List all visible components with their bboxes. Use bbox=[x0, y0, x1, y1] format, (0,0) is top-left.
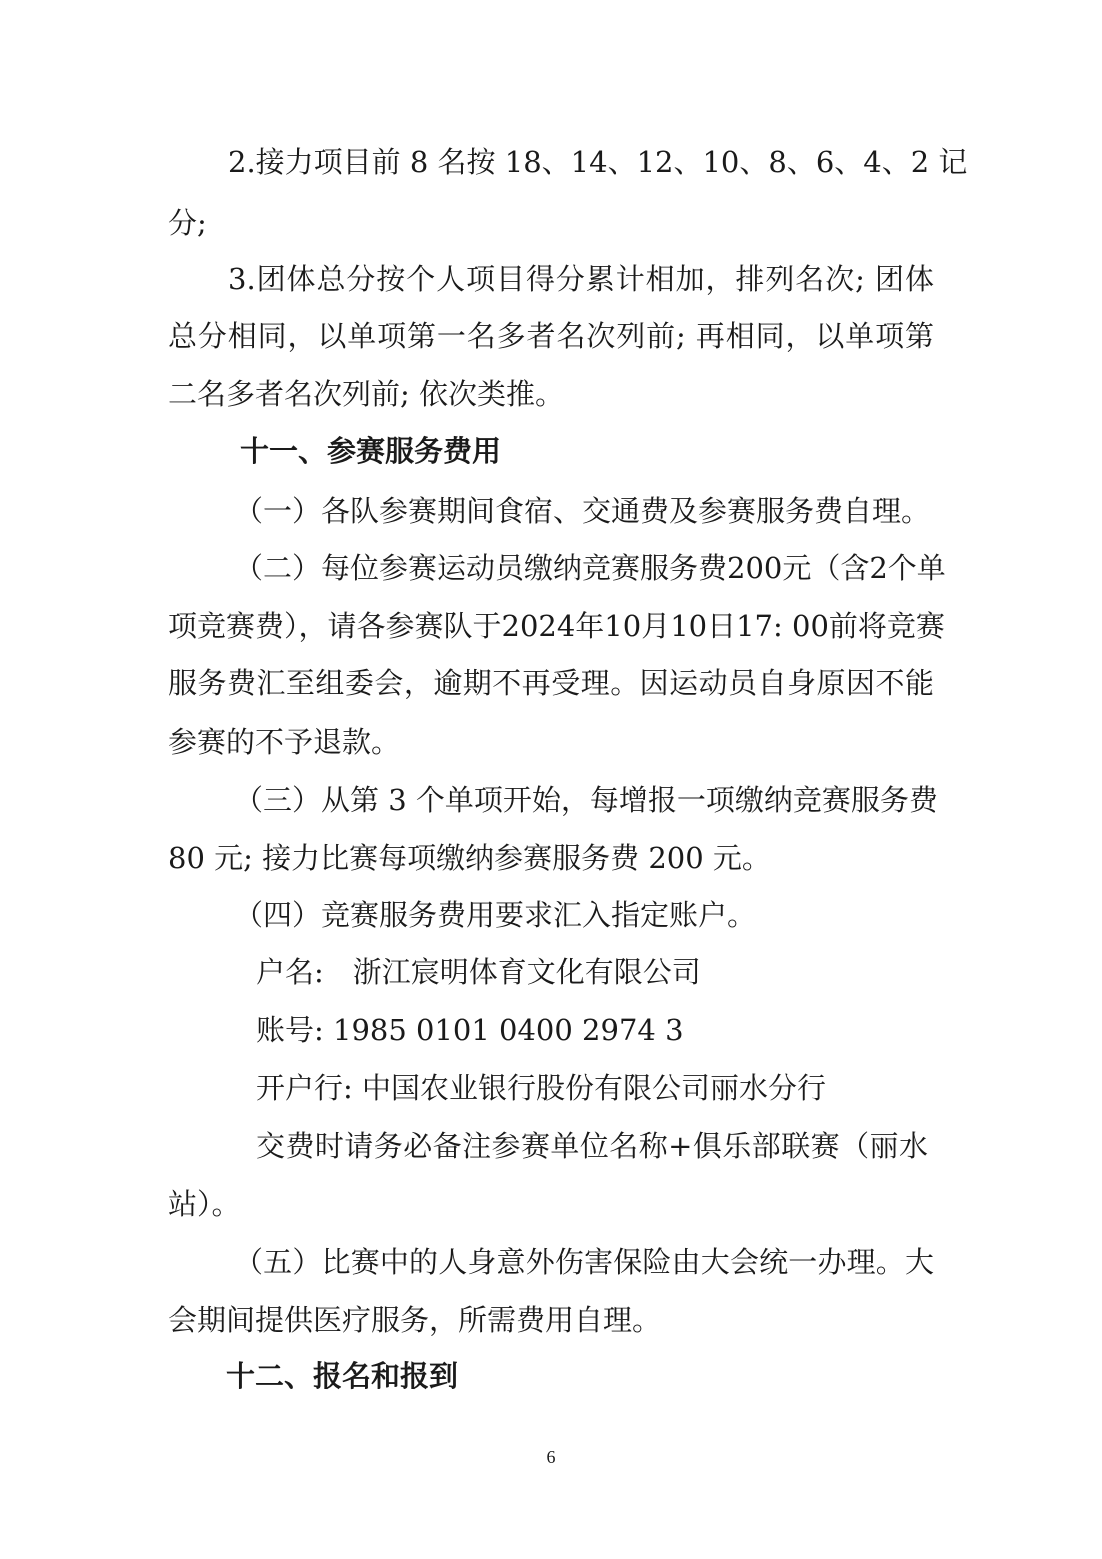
paragraph-line: 站）。 bbox=[168, 1187, 241, 1221]
paragraph-line: （四）竞赛服务费用要求汇入指定账户。 bbox=[234, 898, 757, 932]
paragraph-line: 参赛的不予退款。 bbox=[168, 725, 401, 759]
paragraph-line: 分; bbox=[168, 206, 207, 240]
paragraph-line: （五）比赛中的人身意外伤害保险由大会统一办理。大 bbox=[234, 1245, 934, 1279]
paragraph-line: （三）从第 3 个单项开始，每增报一项缴纳竞赛服务费 bbox=[234, 783, 938, 817]
paragraph-line: 交费时请务必备注参赛单位名称+俱乐部联赛（丽水 bbox=[256, 1129, 928, 1163]
section-heading: 十二、报名和报到 bbox=[226, 1359, 459, 1393]
paragraph-line: 80 元; 接力比赛每项缴纳参赛服务费 200 元。 bbox=[168, 841, 771, 875]
account-name-line: 户名: 浙江宸明体育文化有限公司 bbox=[256, 955, 701, 989]
paragraph-line: 服务费汇至组委会，逾期不再受理。因运动员自身原因不能 bbox=[168, 666, 934, 700]
paragraph-line: 2.接力项目前 8 名按 18、14、12、10、8、6、4、2 记 bbox=[228, 145, 968, 179]
section-heading: 十一、参赛服务费用 bbox=[240, 434, 502, 468]
bank-line: 开户行: 中国农业银行股份有限公司丽水分行 bbox=[256, 1071, 826, 1105]
paragraph-line: （二）每位参赛运动员缴纳竞赛服务费200元（含2个单 bbox=[234, 551, 946, 585]
account-number-line: 账号: 1985 0101 0400 2974 3 bbox=[256, 1013, 684, 1047]
page-number: 6 bbox=[546, 1447, 556, 1467]
paragraph-line: 二名多者名次列前; 依次类推。 bbox=[168, 377, 564, 411]
paragraph-line: 3.团体总分按个人项目得分累计相加，排列名次; 团体 bbox=[228, 262, 934, 296]
paragraph-line: 项竞赛费），请各参赛队于2024年10月10日17: 00前将竞赛 bbox=[168, 609, 945, 643]
paragraph-line: （一）各队参赛期间食宿、交通费及参赛服务费自理。 bbox=[234, 494, 931, 528]
paragraph-line: 会期间提供医疗服务，所需费用自理。 bbox=[168, 1303, 662, 1337]
paragraph-line: 总分相同，以单项第一名多者名次列前; 再相同，以单项第 bbox=[168, 319, 934, 353]
